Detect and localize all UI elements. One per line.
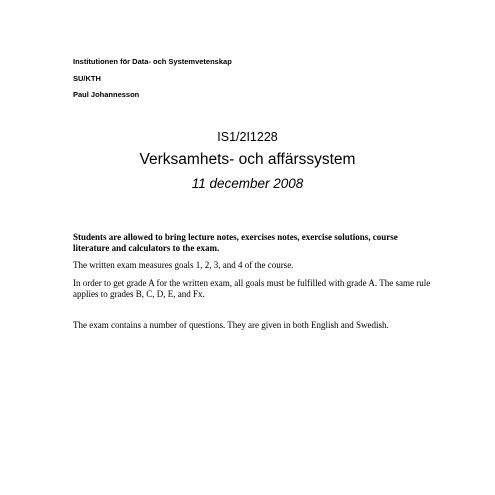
author-name: Paul Johannesson	[73, 90, 140, 99]
goals-paragraph: The written exam measures goals 1, 2, 3, and 4 of the course.	[73, 260, 294, 270]
organization-name: SU/KTH	[73, 74, 101, 83]
course-name: Verksamhets- och affärssystem	[139, 151, 356, 168]
allowed-materials-paragraph: Students are allowed to bring lecture notes, exercises notes, exercise solutions, course literature and calculators to the exam.	[73, 232, 398, 253]
exam-date: 11 december 2008	[191, 176, 304, 191]
course-code: IS1/2I1228	[217, 130, 278, 144]
languages-paragraph: The exam contains a number of questions. They are given in both English and Swedish.	[73, 320, 389, 330]
grade-rule-paragraph: In order to get grade A for the written exam, all goals must be fulfilled with grade A. The same rule applies to grades B, C, D, E, and Fx.	[73, 278, 431, 299]
institution-name: Institutionen för Data- och Systemvetenskap	[73, 57, 232, 66]
